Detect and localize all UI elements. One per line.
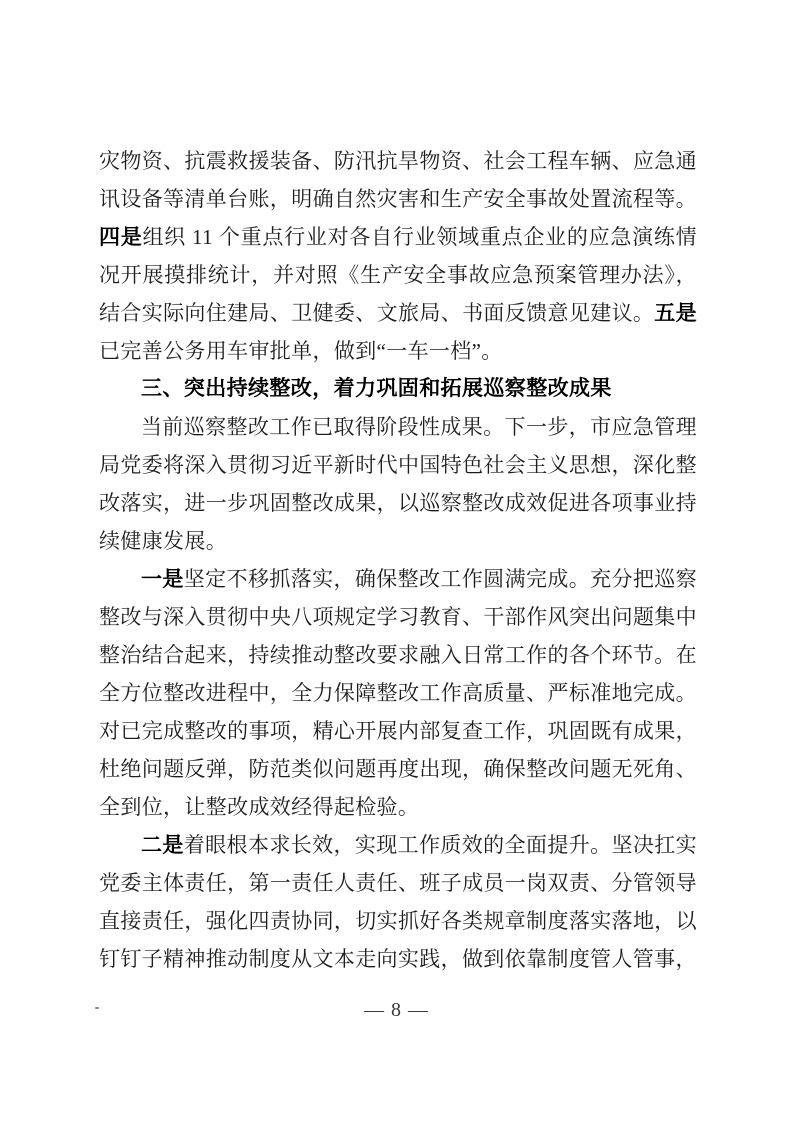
paragraph-text: 灾物资、抗震救援装备、防汛抗旱物资、社会工程车辆、应急通讯设备等清单台账，明确自然灾害和生产安全事故处置流程等。 (99, 149, 697, 211)
paragraph-text: 已完善公务用车审批单，做到“一车一档”。 (99, 339, 503, 363)
paragraph-continuation (99, 142, 697, 370)
section-heading: 三、突出持续整改，着力巩固和拓展巡察整改成果 (141, 377, 612, 400)
bold-run-fourth: 四是 (99, 225, 143, 249)
bold-run-second: 二是 (141, 833, 184, 857)
bold-run-fifth: 五是 (654, 301, 697, 325)
body-text (99, 142, 697, 978)
paragraph-text: 着眼根本求长效，实现工作质效的全面提升。坚决扛实党委主体责任，第一责任人责任、班子成员一岗双责、分管领导直接责任，强化四责协同，切实抓好各类规章制度落实落地，以钉钉子精神推动制度从文本走向实践，做到依靠制度管人管事， (99, 833, 697, 971)
page-number: — 8 — (364, 999, 429, 1021)
paragraph-overview: 当前巡察整改工作已取得阶段性成果。下一步，市应急管理局党委将深入贯彻习近平新时代中国特色社会主义思想，深化整改落实，进一步巩固整改成果，以巡察整改成效促进各项事业持续健康发展。 (99, 415, 697, 553)
bold-run-first: 一是 (141, 567, 184, 591)
paragraph-second-point (99, 826, 697, 978)
paragraph-text: 组织 11 个重点行业对各自行业领域重点企业的应急演练情况开展摸排统计，并对照《生产安全事故应急预案管理办法》，结合实际向住建局、卫健委、文旅局、书面反馈意见建议。 (99, 225, 697, 325)
paragraph-first-point (99, 560, 697, 826)
paragraph-text: 坚定不移抓落实，确保整改工作圆满完成。充分把巡察整改与深入贯彻中央八项规定学习教育、干部作风突出问题集中整治结合起来，持续推动整改要求融入日常工作的各个环节。在全方位整改进程中，全力保障整改工作高质量、严标准地完成。对已完成整改的事项，精心开展内部复查工作，巩固既有成果，杜绝问题反弹，防范类似问题再度出现，确保整改问题无死角、全到位，让整改成效经得起检验。 (99, 567, 697, 819)
